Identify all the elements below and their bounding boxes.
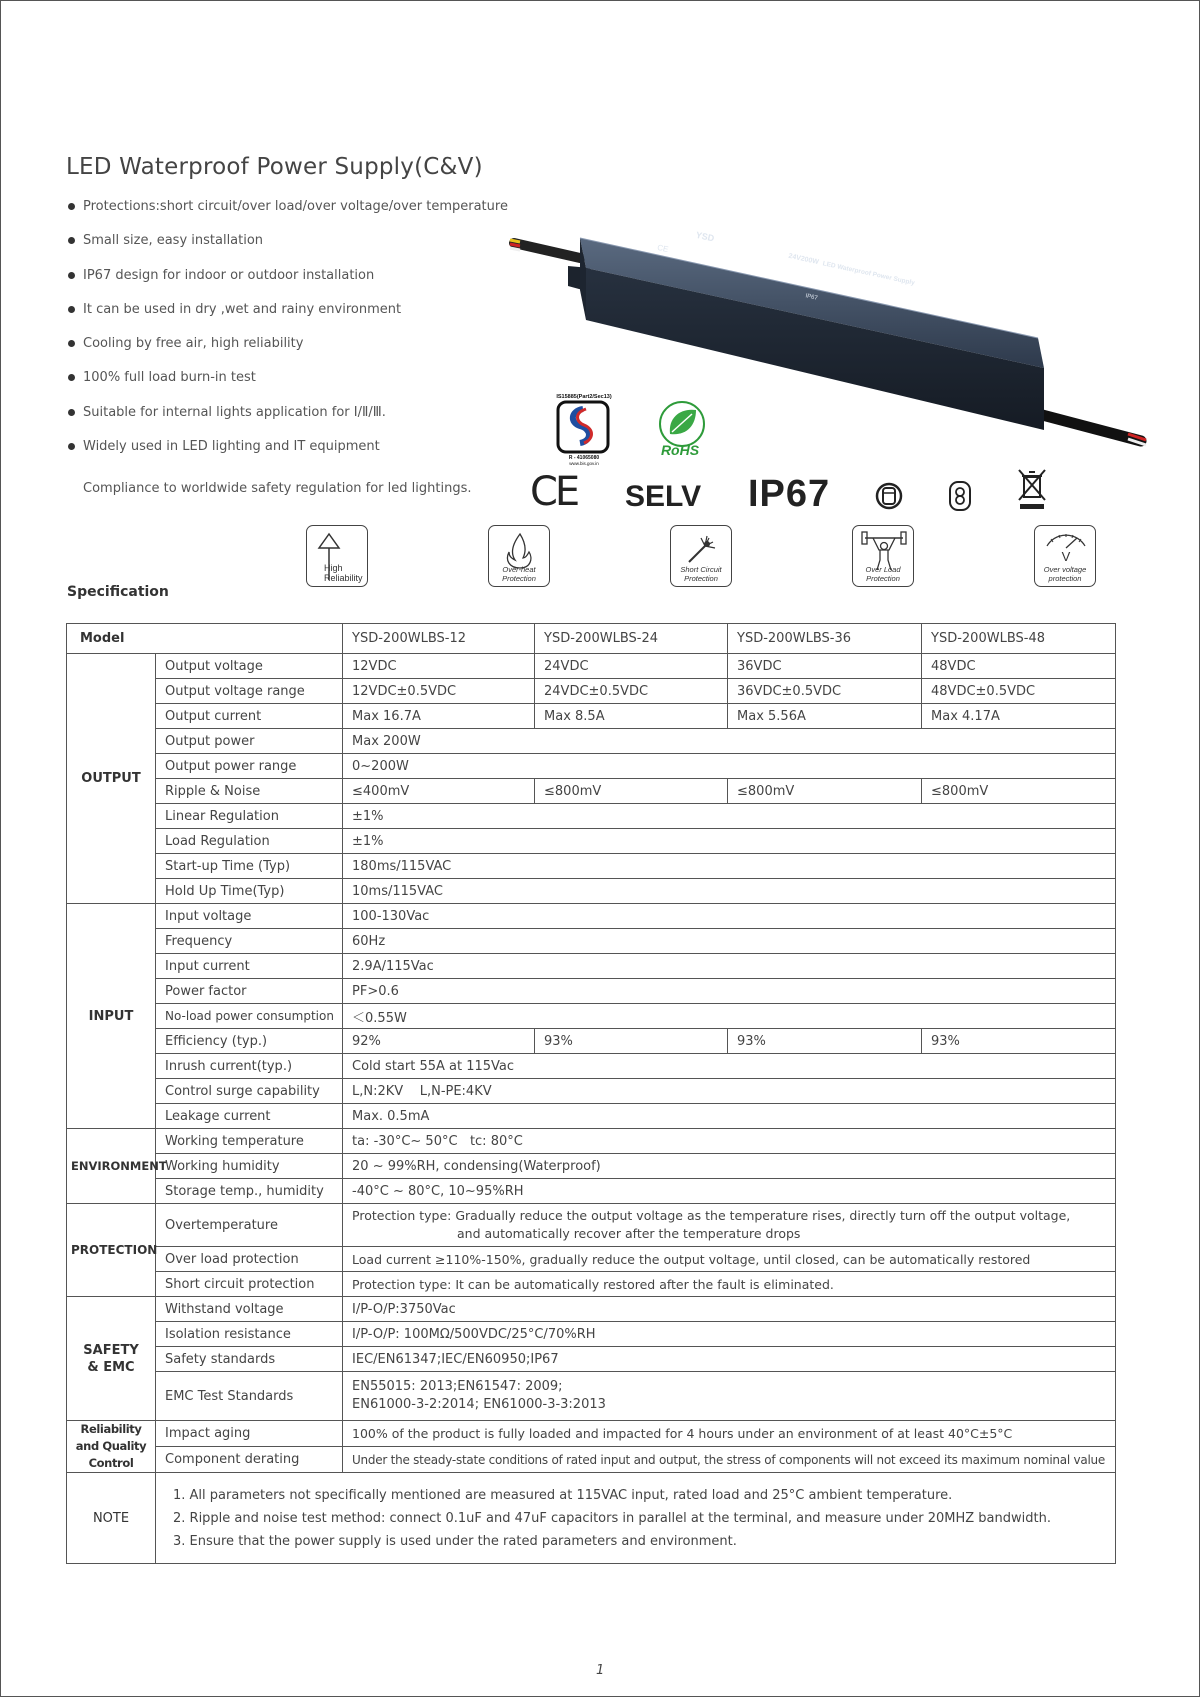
svg-text:YSD: YSD (694, 229, 716, 244)
table-row: Hold Up Time(Typ) 10ms/115VAC (67, 879, 1116, 904)
table-row: Frequency 60Hz (67, 929, 1116, 954)
table-row: Control surge capability L,N:2KV L,N-PE:4KV (67, 1079, 1116, 1104)
table-row: Linear Regulation ±1% (67, 804, 1116, 829)
bullet-icon (68, 340, 75, 347)
table-row: Reliability and Quality Control Impact aging 100% of the product is fully loaded and impacted for 4 hours under an environment of at least 40°C±5°C (67, 1421, 1116, 1447)
isi-mark-icon (552, 391, 616, 467)
group-label-note: NOTE (67, 1473, 156, 1564)
model-cell: YSD-200WLBS-48 (922, 624, 1116, 654)
bullet-icon (68, 203, 75, 210)
svg-text:IP67: IP67 (804, 293, 819, 302)
table-row: Output current Max 16.7A Max 8.5A Max 5.56A Max 4.17A (67, 704, 1116, 729)
over-voltage-protection-badge: V Over voltage protection (1034, 525, 1096, 587)
table-row (67, 1473, 1116, 1564)
list-item: Suitable for internal lights application for Ⅰ/Ⅱ/Ⅲ. (66, 406, 508, 440)
table-row: Input current 2.9A/115Vac (67, 954, 1116, 979)
list-item: Protections:short circuit/over load/over voltage/over temperature (66, 200, 508, 234)
svg-text:www.bis.gov.in: www.bis.gov.in (569, 461, 599, 466)
over-load-protection-badge: Over Load Protection (852, 525, 914, 587)
table-row: EMC Test Standards EN55015: 2013;EN61547: 2009; EN61000-3-2:2014; EN61000-3-3:2013 (67, 1372, 1116, 1421)
list-item: 2. Ripple and noise test method: connect 0.1uF and 47uF capacitors in parallel at the terminal, and measure under 20MHZ bandwidth. (173, 1510, 1051, 1526)
table-row (67, 624, 1116, 654)
ce-mark: CE (530, 469, 578, 515)
table-row: Leakage current Max. 0.5mA (67, 1104, 1116, 1129)
model-label: Model (67, 624, 343, 654)
group-label-environment: ENVIRONMENT (67, 1129, 156, 1204)
group-label-safety: SAFETY & EMC (67, 1297, 156, 1421)
selv-mark: SELV (625, 480, 702, 513)
svg-text:RoHS: RoHS (660, 442, 700, 458)
table-row: Inrush current(typ.) Cold start 55A at 115Vac (67, 1054, 1116, 1079)
table-row: Short circuit protection Protection type: It can be automatically restored after the fault is eliminated. (67, 1272, 1116, 1297)
table-row: SAFETY & EMC Withstand voltage I/P-O/P:3750Vac (67, 1297, 1116, 1322)
table-row: Start-up Time (Typ) 180ms/115VAC (67, 854, 1116, 879)
spec-table (66, 623, 1116, 1564)
model-cell: YSD-200WLBS-24 (535, 624, 728, 654)
list-item: 1. All parameters not specifically mentioned are measured at 115VAC input, rated load and 25°C ambient temperature. (173, 1487, 953, 1503)
table-row: Output voltage range 12VDC±0.5VDC 24VDC±0.5VDC 36VDC±0.5VDC 48VDC±0.5VDC (67, 679, 1116, 704)
bullet-icon (68, 374, 75, 381)
table-row: Output power range 0~200W (67, 754, 1116, 779)
page-title: LED Waterproof Power Supply(C&V) (66, 154, 483, 180)
table-row: PROTECTION Overtemperature Protection type: Gradually reduce the output voltage as the temperature rises, directly turn off the output voltage, and automatically recover after the temperature drops (67, 1204, 1116, 1247)
svg-text:24V200W: 24V200W (787, 252, 820, 267)
table-row: Component derating Under the steady-state conditions of rated input and output, the stress of components will not exceed its maximum nominal value (67, 1447, 1116, 1473)
weee-bin-icon (1017, 468, 1047, 510)
compliance-text: Compliance to worldwide safety regulation for led lightings. (83, 481, 472, 496)
table-row: Isolation resistance I/P-O/P: 100MΩ/500VDC/25°C/70%RH (67, 1322, 1116, 1347)
svg-text:V: V (1061, 549, 1071, 564)
table-row: Load Regulation ±1% (67, 829, 1116, 854)
rohs-leaf-icon (652, 398, 708, 458)
luminaire-mark-icon (874, 480, 904, 512)
group-label-input: INPUT (67, 904, 156, 1129)
model-cell: YSD-200WLBS-36 (728, 624, 922, 654)
bullet-icon (68, 306, 75, 313)
table-row: Over load protection Load current ≥110%-150%, gradually reduce the output voltage, until closed, can be automatically restored (67, 1247, 1116, 1272)
table-row: Power factor PF>0.6 (67, 979, 1116, 1004)
list-item: IP67 design for indoor or outdoor installation (66, 269, 508, 303)
bullet-icon (68, 237, 75, 244)
group-label-protection: PROTECTION (67, 1204, 156, 1297)
section-title: Specification (67, 584, 169, 600)
group-label-reliability: Reliability and Quality Control (67, 1421, 156, 1473)
list-item: Cooling by free air, high reliability (66, 337, 508, 371)
svg-text:CE: CE (656, 242, 670, 255)
table-row: Storage temp., humidity -40°C ~ 80°C, 10~95%RH (67, 1179, 1116, 1204)
note-list (165, 1484, 1106, 1553)
table-row: ENVIRONMENT Working temperature ta: -30°C~ 50°C tc: 80°C (67, 1129, 1116, 1154)
bullet-icon (68, 409, 75, 416)
page-number: 1 (596, 1663, 605, 1678)
bullet-icon (68, 443, 75, 450)
svg-text:LED Waterproof Power Supply: LED Waterproof Power Supply (821, 260, 916, 287)
table-row: Working humidity 20 ~ 99%RH, condensing(Waterproof) (67, 1154, 1116, 1179)
list-item: Small size, easy installation (66, 234, 508, 268)
high-reliability-badge: High Reliability (306, 525, 368, 587)
svg-text:R - 41065080: R - 41065080 (568, 455, 600, 461)
table-row: Safety standards IEC/EN61347;IEC/EN60950;IP67 (67, 1347, 1116, 1372)
table-row: INPUT Input voltage 100-130Vac (67, 904, 1116, 929)
list-item: 3. Ensure that the power supply is used under the rated parameters and environment. (173, 1533, 737, 1549)
table-row: Output power Max 200W (67, 729, 1116, 754)
table-row: Ripple & Noise ≤400mV ≤800mV ≤800mV ≤800mV (67, 779, 1116, 804)
list-item: 100% full load burn-in test (66, 371, 508, 405)
model-cell: YSD-200WLBS-12 (343, 624, 535, 654)
over-heat-protection-badge: Over-heat Protection (488, 525, 550, 587)
short-circuit-protection-badge: Short Circuit Protection (670, 525, 732, 587)
ip67-mark: IP67 (748, 473, 831, 515)
safety-transformer-icon (948, 480, 972, 512)
table-row: OUTPUT Output voltage 12VDC 24VDC 36VDC 48VDC (67, 654, 1116, 679)
group-label-output: OUTPUT (67, 654, 156, 904)
svg-text:IS15885(Part2/Sec13): IS15885(Part2/Sec13) (556, 394, 612, 400)
feature-list (66, 200, 508, 474)
table-row: Efficiency (typ.) 92% 93% 93% 93% (67, 1029, 1116, 1054)
bullet-icon (68, 272, 75, 279)
list-item: It can be used in dry ,wet and rainy environment (66, 303, 508, 337)
table-row: No-load power consumption ＜0.55W (67, 1004, 1116, 1029)
list-item: Widely used in LED lighting and IT equipment (66, 440, 508, 474)
